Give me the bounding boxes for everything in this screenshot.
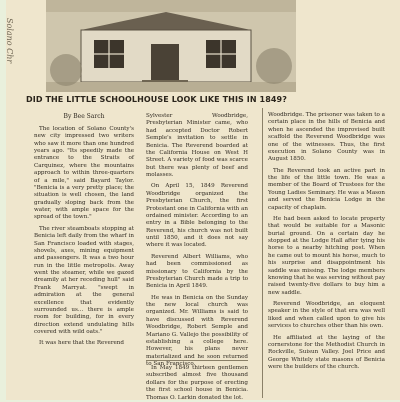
paragraph: Reverend Albert Williams, who had been commissioned as missionary to California by the Presbyterian Church made a trip to Benicia in April 1849. [146,253,248,290]
paragraph: The river steamboats stopping at Benicia left daily from the wharf in San Francisco loaded with stages, shovels, axes, mining equipment and passengers. It was a two hour run in the little metropolis. Away went the steamer, while we gazed dreamily at her receding hull" said Frank Marryat. "swept in admiration at the general excellence that evidently surrounded us... there is ample room for building, for in every direction extend undulating hills covered with wild oats." [34,225,134,336]
article-column-1 [34,113,134,352]
column-divider [262,108,263,398]
article-headline: DID THE LITTLE SCHOOLHOUSE LOOK LIKE THIS IN 1849? [26,95,287,104]
column-divider [146,360,248,361]
paragraph: Woodbridge. The prisoner was taken to a certain place in the hills of Benicia and when he ascended the improvised built scaffold the Reverend Woodbridge was one of the witnesses. Thus, the first execution in Solano County was in August 1850. [268,112,385,163]
paragraph: The location of Solano County's new city impressed two writers who saw it more than one hundred years ago. "Its speedily made the entrance to the Straits of Carquinez, where the mountains approach to within three-quarters of a mile," said Bayard Taylor. "Benicia is a very pretty place; the situation is well chosen, the land gradually sloping back from the water, with ample space for the spread of the town." [34,125,134,221]
newspaper-clipping [6,0,400,400]
paragraph: He had been asked to locate property that would be suitable for a Masonic burial ground. On a certain day he stopped at the Lodge Hall after tying his horse to a nearby hitching post. When he came out to mount his horse, much to his surprise and disappointment his saddle was missing. The lodge members knowing that he was serving without pay raised twenty-five dollars to buy him a new saddle. [268,215,385,296]
article-column-3 [268,112,385,375]
paragraph: He was in Benicia on the Sunday the new local church was organized. Mr. Williams is said to have discussed with Reverend Woodbridge, Robert Semple and Mariano G. Vallejo the possibility of establishing a college here. However, his plans never materialized and he soon returned to San Francisco. [146,294,248,367]
paragraph: On April 15, 1849 Reverend Woodbridge organized the Presbyterian Church, the first Protestant one in California with an ordained minister. According to an entry in a Bible belonging to the Reverend, his church was not built until 1850, and it does not say where it was located. [146,183,248,249]
schoolhouse-image [46,0,296,92]
paragraph: The Reverend took an active part in the life of the little town. He was a member of the Board of Trustees for the Young Ladies Seminary. He was a Mason and served the Benicia Lodge in the capacity of chaplain. [268,167,385,211]
paragraph: It was here that the Reverend [39,340,124,347]
paragraph: He affiliated at the laying of the cornerstone for the Methodist Church in Rockville, Suisun Valley. Joel Price and George Whitely state masons of Benicia were the builders of the church. [268,334,385,370]
handwritten-margin-note: Solano Chr [5,18,14,64]
article-column-2 [146,113,248,372]
schoolhouse-photo [46,0,296,92]
paragraph: Reverend Woodbridge, an eloquent speaker in the style of that era was well liked and when called upon to give his services to churches other than his own. [268,301,385,330]
paragraph: In May 1849 thirteen gentlemen subscribed almost five thousand dollars for the purpose of erecting the first school house in Benicia. Thomas O. Larkin donated the lot. [146,365,248,401]
article-column-2-continued [146,365,248,402]
byline: By Bee Sarch [63,113,105,120]
paragraph: Sylvester Woodbridge, Presbyterian Minister came, who had accepted Doctor Robert Semple's invitation to settle in Benicia. The Reverend boarded at the California House on West H Street. A variety of food was scarce but there was plenty of beef and molasses. [146,113,248,178]
